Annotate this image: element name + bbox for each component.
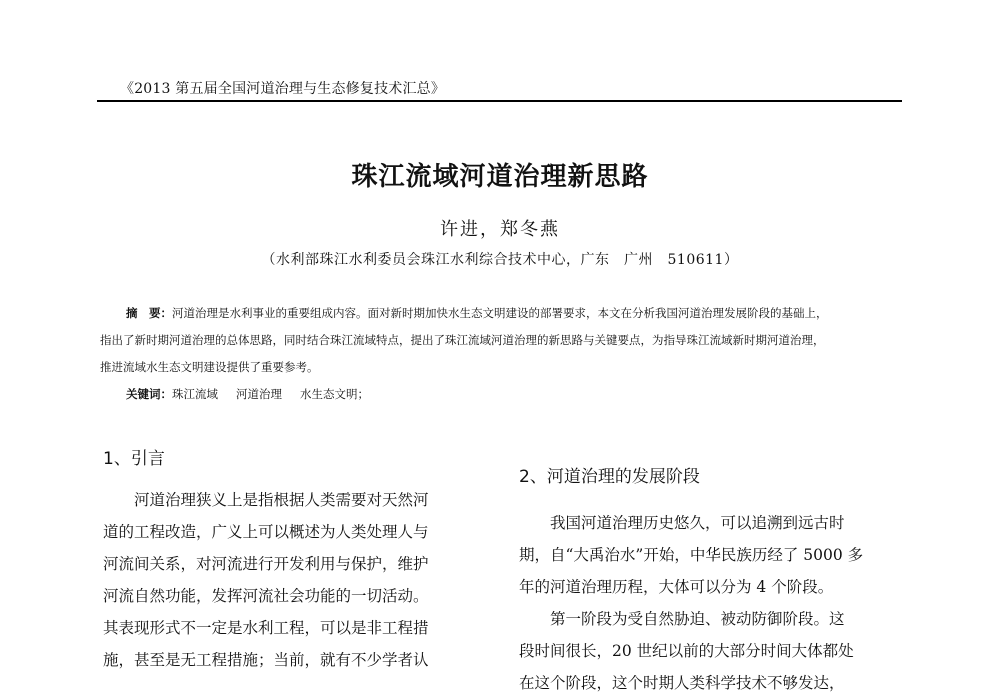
body-line: 河流自然功能，发挥河流社会功能的一切活动。 [103,587,429,605]
header-rule [97,100,902,102]
body-line: 道的工程改造，广义上可以概述为人类处理人与 [103,523,429,541]
keywords [126,381,387,408]
abstract-line-3: 推进流域水生态文明建设提供了重要参考。 [100,360,319,374]
body-line: 第一阶段为受自然胁迫、被动防御阶段。这 [550,610,845,628]
section-1-body [103,484,483,676]
abstract-line-1 [100,300,903,327]
abstract-line-2: 指出了新时期河道治理的总体思路，同时结合珠江流域特点，提出了珠江流域河道治理的新思路与关键要点，为指导珠江流域新时期河道治理， [100,333,825,347]
body-line: 在这个阶段，这个时期人类科学技术不够发达， [519,674,845,692]
body-line: 其表现形式不一定是水利工程，可以是非工程措 [103,619,429,637]
running-header: 《2013 第五届全国河道治理与生态修复技术汇总》 [120,81,446,97]
body-line: 期，自“大禹治水”开始，中华民族历经了 5000 多 [519,546,864,564]
body-line: 我国河道治理历史悠久，可以追溯到远古时 [550,514,845,532]
abstract-label: 摘 要： [126,306,172,320]
body-line: 段时间很长，20 世纪以前的大部分时间大体都处 [519,642,854,660]
paper-authors: 许进，郑冬燕 [440,219,560,240]
abstract [100,300,903,381]
section-2-body [519,507,899,699]
paper-affiliation: （水利部珠江水利委员会珠江水利综合技术中心，广东 广州 510611） [261,252,739,268]
keyword-item: 河道治理 [236,387,282,401]
keyword-item: 水生态文明； [300,387,369,401]
section-2-heading: 2、河道治理的发展阶段 [519,467,700,487]
body-line: 年的河道治理历程，大体可以分为 4 个阶段。 [519,578,834,596]
body-line: 河道治理狭义上是指根据人类需要对天然河 [134,491,429,509]
paper-title: 珠江流域河道治理新思路 [351,162,649,192]
abstract-text-1: 河道治理是水利事业的重要组成内容。面对新时期加快水生态文明建设的部署要求，本文在分析我国河道治理发展阶段的基础上， [172,306,828,320]
keywords-label: 关键词： [126,387,172,401]
body-line: 施，甚至是无工程措施；当前，就有不少学者认 [103,651,429,669]
section-1-heading: 1、引言 [103,449,165,469]
body-line: 河流间关系，对河流进行开发利用与保护，维护 [103,555,429,573]
keyword-item: 珠江流域 [172,387,218,401]
